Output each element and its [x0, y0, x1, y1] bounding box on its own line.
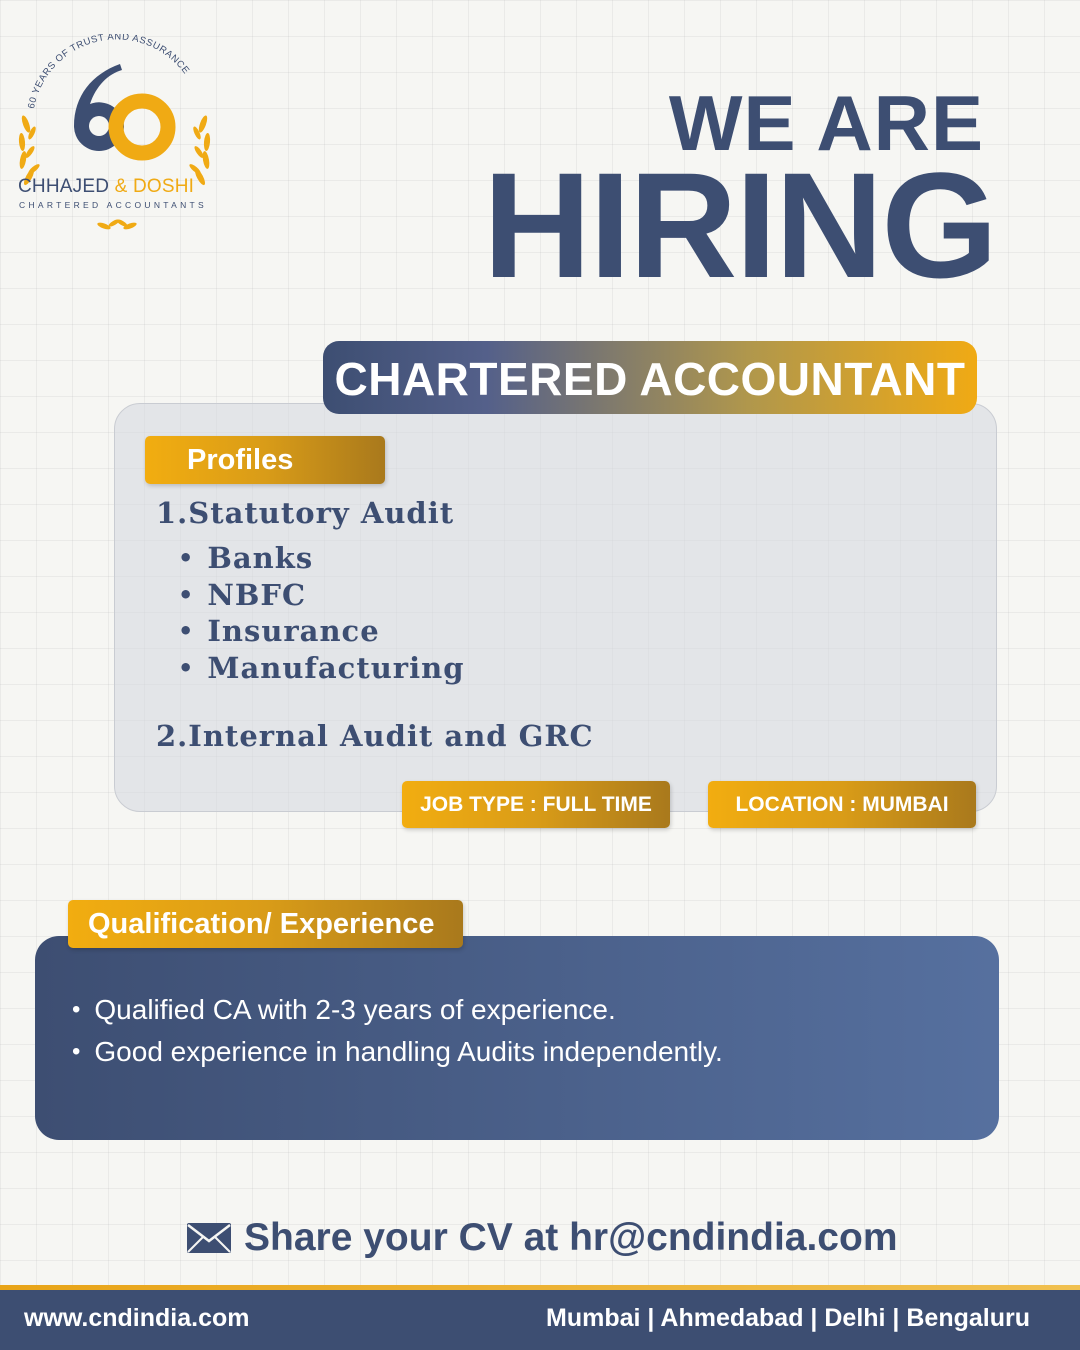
qualification-label: Qualification/ Experience — [68, 900, 463, 948]
job-type-badge: JOB TYPE : FULL TIME — [402, 781, 670, 828]
logo-arc-text: 60 YEARS OF TRUST AND ASSURANCE — [26, 34, 192, 110]
firm-name-amp: & — [114, 176, 128, 197]
footer — [0, 1290, 1080, 1350]
location-badge: LOCATION : MUMBAI — [708, 781, 976, 828]
share-cv-line — [186, 1216, 898, 1260]
firm-subtitle: CHARTERED ACCOUNTANTS — [19, 200, 207, 210]
mail-icon — [186, 1222, 232, 1254]
office-cities: Mumbai | Ahmedabad | Delhi | Bengaluru — [546, 1304, 1030, 1332]
position-title: CHARTERED ACCOUNTANT — [323, 341, 977, 414]
statutory-audit-list — [178, 541, 464, 687]
list-item: • NBFC — [178, 578, 464, 615]
share-cv-text: Share your CV at hr@cndindia.com — [244, 1216, 898, 1259]
website-link[interactable]: www.cndindia.com — [24, 1304, 250, 1332]
list-item: • Insurance — [178, 614, 464, 651]
firm-name — [18, 176, 214, 198]
firm-name-part1: CHHAJED — [18, 176, 110, 197]
qualification-list — [72, 990, 723, 1074]
profile-statutory-audit: 1.Statutory Audit — [156, 496, 455, 530]
list-item: • Banks — [178, 541, 464, 578]
list-item: • Qualified CA with 2-3 years of experience. — [72, 990, 723, 1032]
headline-we-are: WE ARE — [668, 79, 984, 167]
list-item: • Good experience in handling Audits independently. — [72, 1032, 723, 1074]
headline-hiring: HIRING — [483, 141, 996, 309]
profiles-label: Profiles — [145, 436, 385, 484]
profile-internal-audit: 2.Internal Audit and GRC — [156, 719, 594, 753]
list-item: • Manufacturing — [178, 651, 464, 688]
firm-name-part2: DOSHI — [132, 176, 195, 197]
